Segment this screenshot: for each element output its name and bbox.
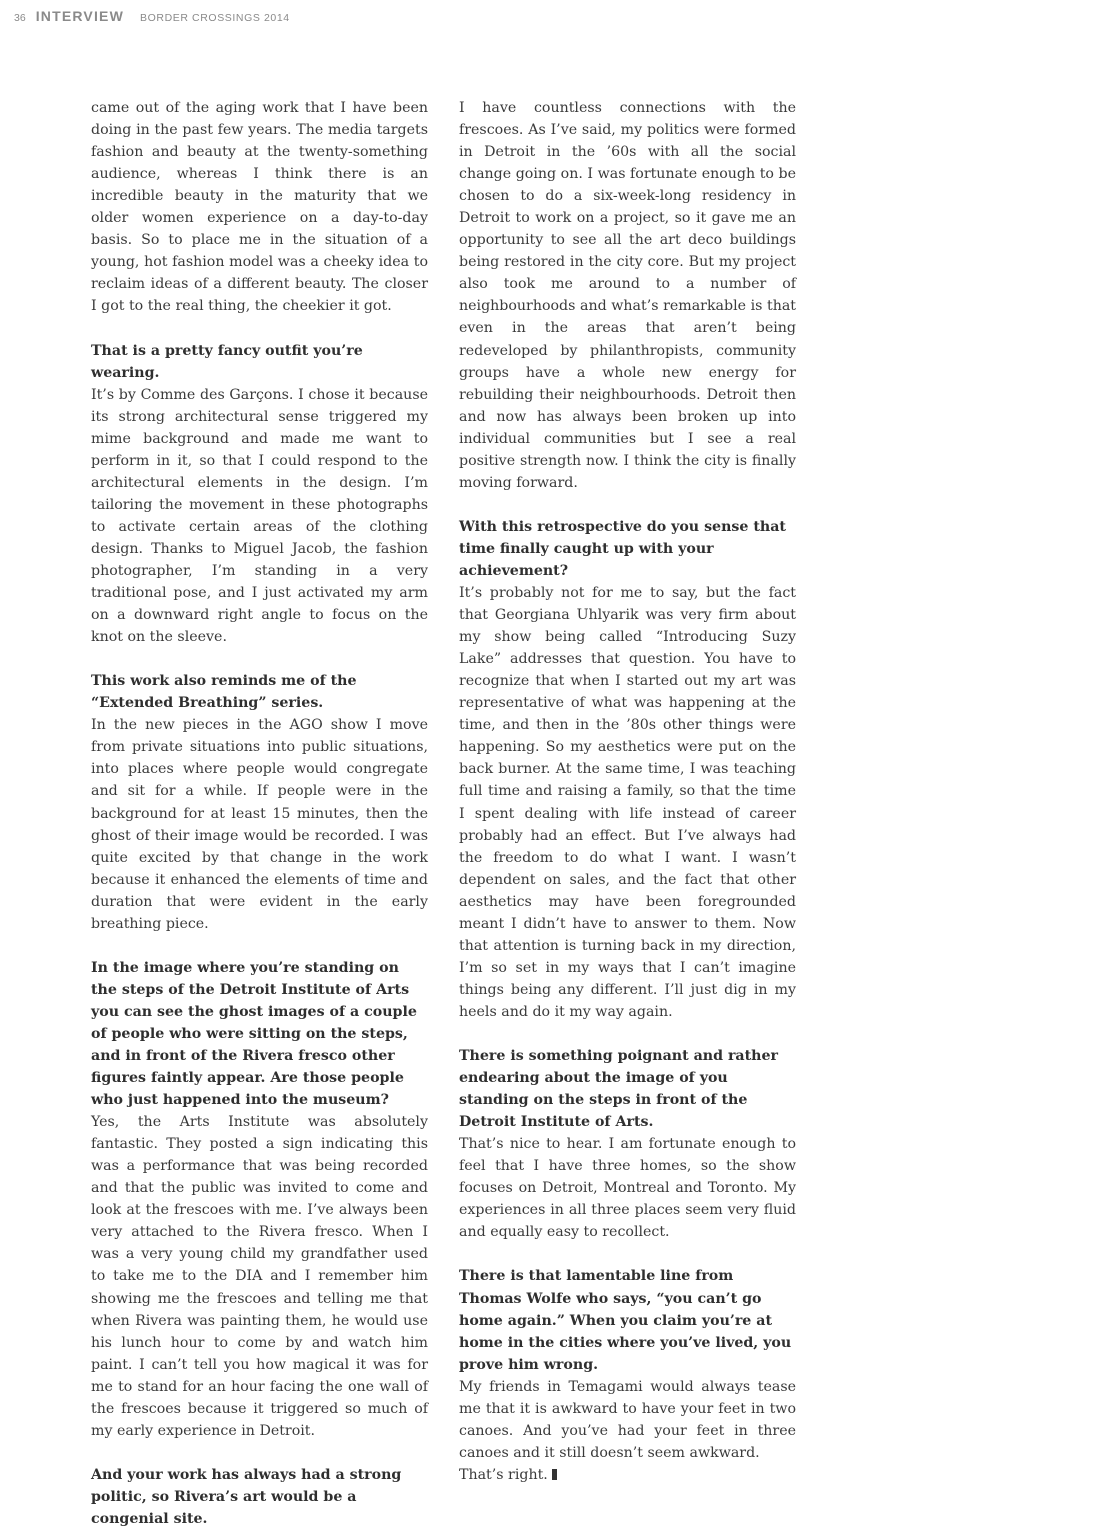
answer-paragraph: I have countless connections with the frescoes. As I’ve said, my politics were formed in Detroit in the ’60s with all the social change going on. I was fortunate enough to be chosen to do a six-week-long residency in Detroit to work on a project, so it gave me an opportunity to see all the art deco buildings being restored in the city core. But my project also took me around to a number of neighbourhoods and what’s remarkable is that even in the areas that aren’t being redeveloped by philanthropists, community groups have a whole new energy for rebuilding their neighbourhoods. Detroit then and now has always been broken up into individual communities but I see a real positive strength now. I think the city is finally moving forward. — [459, 100, 796, 491]
publication-label: BORDER CROSSINGS 2014 — [140, 12, 290, 24]
answer-paragraph: That’s nice to hear. I am fortunate enough to feel that I have three homes, so the show focuses on Detroit, Montreal and Toronto. My experiences in all three places seem very fluid and equally easy to recollect. — [459, 1136, 796, 1241]
closing-paragraph — [459, 1464, 796, 1486]
running-head — [14, 8, 290, 28]
question-paragraph: And your work has always had a strong politic, so Rivera’s art would be a congenial site. — [91, 1466, 402, 1527]
question-paragraph: There is that lamentable line from Thomas Wolfe who says, “you can’t go home again.” When you claim you’re at home in the cities where you’ve lived, you prove him wrong. — [459, 1268, 792, 1373]
answer-paragraph: It’s probably not for me to say, but the fact that Georgiana Uhlyarik was very firm about my show being called “Introducing Suzy Lake” addresses that question. You have to recognize that when I started out my art was representative of what was happening at the time, and then in the ’80s other things were happening. So my aesthetics were put on the back burner. At the same time, I was teaching full time and raising a family, so that the time I spent dealing with life instead of career probably had an effect. But I’ve always had the freedom to do what I want. I wasn’t dependent on sales, and the fact that other aesthetics may have been foregrounded meant I didn’t have to answer to them. Now that attention is turning back in my direction, I’m so set in my ways that I can’t imagine things being any different. I’ll just dig in my heels and do it my way again. — [459, 585, 796, 1020]
answer-paragraph: In the new pieces in the AGO show I move from private situations into public situations, into places where people would congregate and sit for a while. If people were in the background for at least 15 minutes, then the ghost of their image would be recorded. I was quite excited by that change in the work because it enhanced the elements of time and duration that were evident in the early breathing piece. — [91, 717, 428, 932]
left-text-column — [91, 97, 428, 1530]
closing-line: That’s right. — [459, 1466, 548, 1483]
answer-paragraph: came out of the aging work that I have been doing in the past few years. The media targets fashion and beauty at the twenty-something audience, whereas I think there is an incredible beauty in the maturity that we older women experience on a day-to-day basis. So to place me in the situation of a young, hot fashion model was a cheeky idea to reclaim ideas of a different beauty. The closer I got to the real thing, the cheekier it got. — [91, 100, 428, 315]
question-paragraph: With this retrospective do you sense that time finally caught up with your achievement? — [459, 518, 786, 579]
question-paragraph: That is a pretty fancy outfit you’re wearing. — [91, 342, 363, 381]
right-text-column — [459, 97, 796, 1486]
section-label: INTERVIEW — [35, 8, 125, 24]
answer-paragraph: My friends in Temagami would always tease me that it is awkward to have your feet in two canoes. And you’ve had your feet in three canoes and it still doesn’t seem awkward. — [459, 1378, 796, 1461]
end-of-article-mark — [552, 1469, 557, 1480]
answer-paragraph: Yes, the Arts Institute was absolutely fantastic. They posted a sign indicating this was a performance that was being recorded and that the public was invited to come and look at the frescoes with me. I’ve always been very attached to the Rivera fresco. When I was a very young child my grandfather used to take me to the DIA and I remember him showing me the frescoes and telling me that when Rivera was painting them, he would use his lunch hour to come by and watch him paint. I can’t tell you how magical it was for me to stand for an hour facing the one wall of the frescoes because it triggered so much of my early experience in Detroit. — [91, 1114, 428, 1439]
question-paragraph: There is something poignant and rather endearing about the image of you standing on the steps in front of the Detroit Institute of Arts. — [459, 1048, 778, 1131]
question-paragraph: In the image where you’re standing on the steps of the Detroit Institute of Arts you can see the ghost images of a couple of people who were sitting on the steps, and in front of the Rivera fresco other figures faintly appear. Are those people who just happened into the museum? — [91, 959, 417, 1109]
question-paragraph: This work also reminds me of the “Extended Breathing” series. — [91, 673, 357, 712]
page-number: 36 — [14, 12, 26, 24]
answer-paragraph: It’s by Comme des Garçons. I chose it because its strong architectural sense triggered my mime background and made me want to perform in it, so that I could respond to the architectural elements in the design. I’m tailoring the movement in these photographs to activate certain areas of the clothing design. Thanks to Miguel Jacob, the fashion photographer, I’m standing in a very traditional pose, and I just activated my arm on a downward right angle to focus on the knot on the sleeve. — [91, 386, 428, 646]
